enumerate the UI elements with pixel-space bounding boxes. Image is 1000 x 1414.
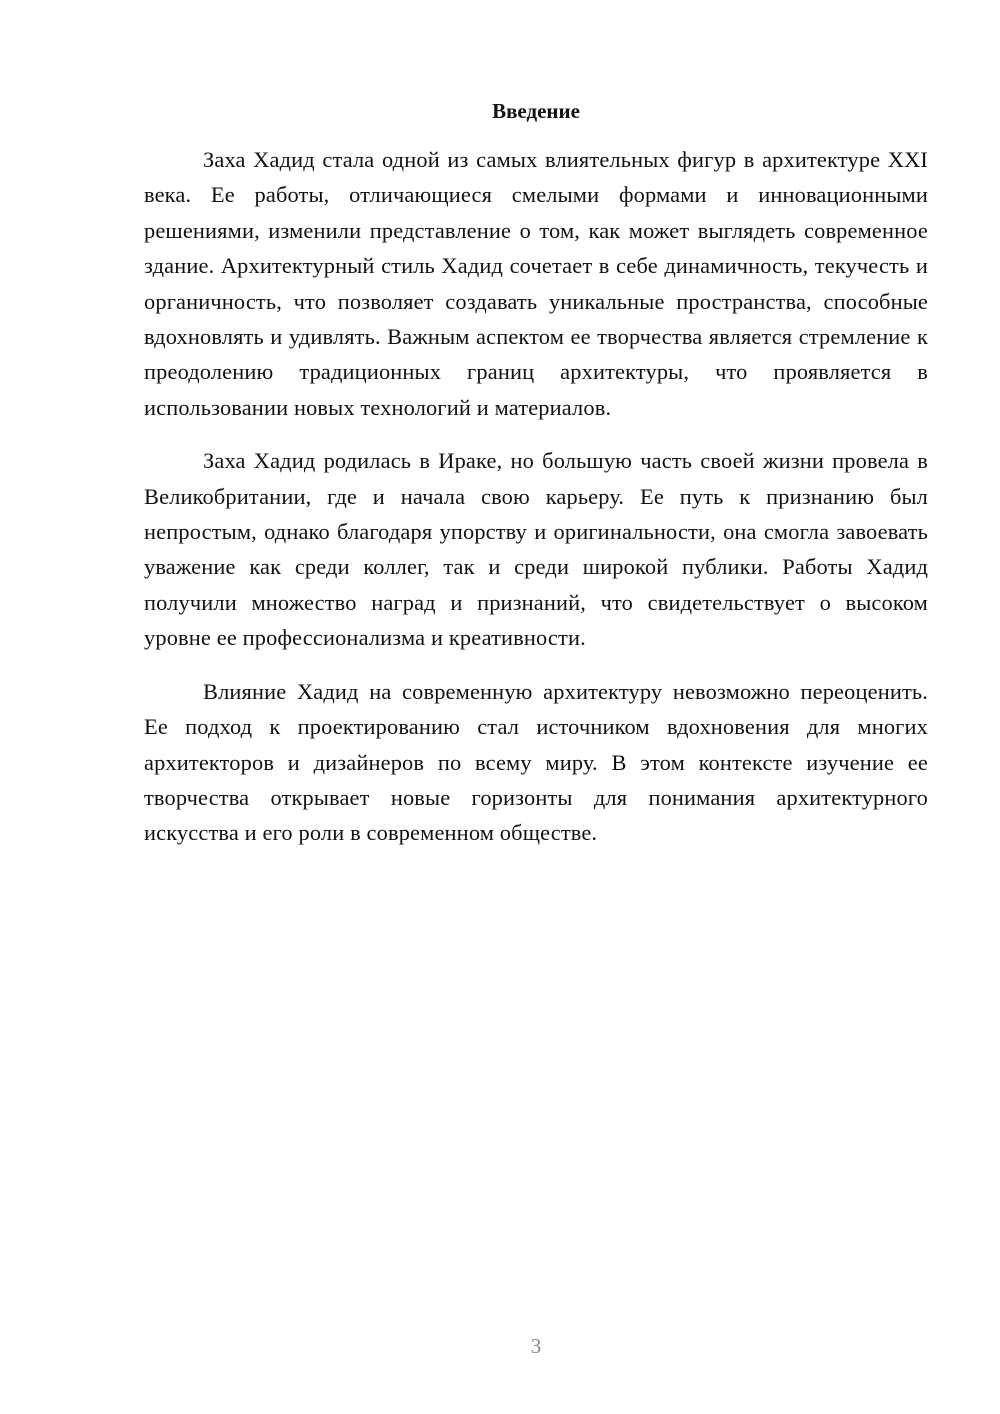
section-heading: Введение — [492, 99, 580, 123]
paragraph-2: Заха Хадид родилась в Ираке, но большую часть своей жизни провела в Великобритании, где и начала свою карьеру. Ее путь к признанию был непростым, однако благодаря упорству и оригинальности, она смогла завоевать уважение как среди коллег, так и среди широкой публики. Работы Хадид получили множество наград и признаний, что свидетельствует о высоком уровне ее профессионализма и креативности. — [144, 448, 928, 651]
page-number: 3 — [530, 1334, 542, 1358]
paragraph-3: Влияние Хадид на современную архитектуру невозможно переоценить. Ее подход к проектированию стал источником вдохновения для многих архитекторов и дизайнеров по всему миру. В этом контексте изучение ее творчества открывает новые горизонты для понимания архитектурного искусства и его роли в современном обществе. — [144, 678, 928, 846]
page-content — [144, 92, 928, 851]
paragraph-1: Заха Хадид стала одной из самых влиятельных фигур в архитектуре XXI века. Ее работы, отличающиеся смелыми формами и инновационными решениями, изменили представление о том, как может выглядеть современное здание. Архитектурный стиль Хадид сочетает в себе динамичность, текучесть и органичность, что позволяет создавать уникальные пространства, способные вдохновлять и удивлять. Важным аспектом ее творчества является стремление к преодолению традиционных границ архитектуры, что проявляется в использовании новых технологий и материалов. — [144, 147, 928, 420]
